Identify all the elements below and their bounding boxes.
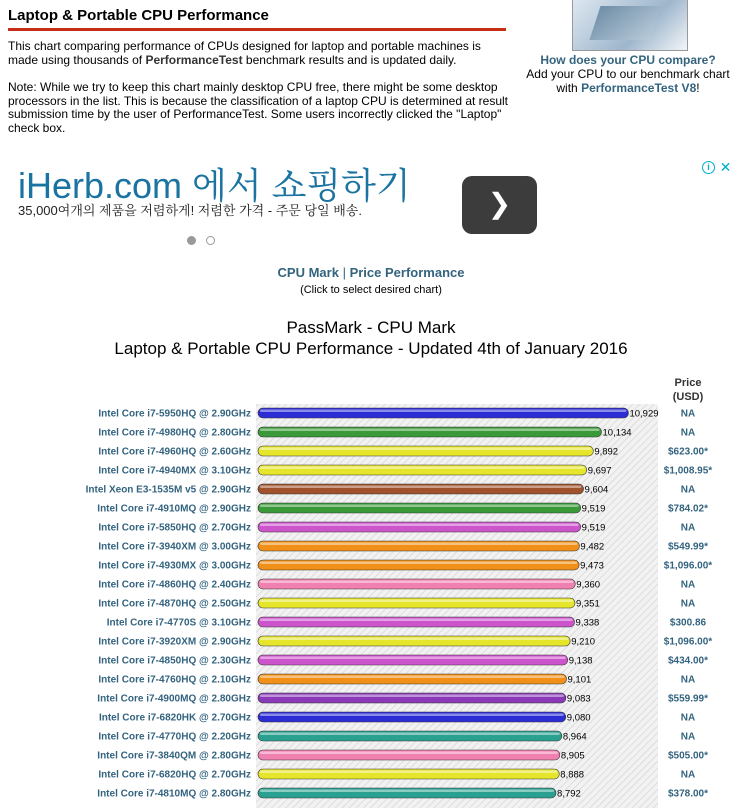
carousel-dot-active[interactable] — [187, 236, 196, 245]
info-icon[interactable]: i — [702, 161, 715, 174]
price-label[interactable]: $1,008.95* — [663, 465, 713, 477]
cpu-label[interactable]: Intel Core i7-3940XM @ 3.00GHz — [98, 541, 251, 553]
price-label[interactable]: $784.02* — [667, 503, 709, 515]
price-label[interactable]: NA — [680, 731, 696, 743]
price-label[interactable]: NA — [680, 484, 696, 496]
cpu-label[interactable]: Intel Core i7-5850HQ @ 2.70GHz — [98, 522, 251, 534]
cpu-bar-chart — [0, 400, 736, 808]
cpu-label[interactable]: Intel Core i7-4850HQ @ 2.30GHz — [98, 655, 251, 667]
ad-choices[interactable] — [700, 160, 736, 175]
cpu-score-label: 9,519 — [581, 503, 606, 515]
cpu-bar-highlight — [260, 771, 557, 774]
cpu-label[interactable]: Intel Xeon E3-1535M v5 @ 2.90GHz — [85, 484, 251, 496]
cpu-bar-highlight — [260, 695, 564, 698]
cpu-score-label: 8,792 — [557, 788, 581, 800]
compare-line3-end: ! — [696, 81, 700, 95]
cpu-score-label: 9,080 — [566, 712, 591, 724]
cpu-bar-highlight — [260, 676, 565, 679]
cpu-bar-highlight — [260, 790, 554, 793]
ad-subtext[interactable]: 35,000여개의 제품을 저렴하게! 저렴한 가격 - 주문 당일 배송. — [18, 203, 362, 218]
cpu-label[interactable]: Intel Core i7-6820HQ @ 2.70GHz — [98, 769, 251, 781]
price-label[interactable]: NA — [680, 712, 696, 724]
cpu-score-label: 9,138 — [568, 655, 593, 667]
cpu-label[interactable]: Intel Core i7-4870HQ @ 2.50GHz — [98, 598, 251, 610]
cpu-score-label: 10,134 — [602, 427, 632, 439]
compare-line2: Add your CPU to our benchmark chart — [526, 67, 730, 81]
cpu-label[interactable]: Intel Core i7-4810MQ @ 2.80GHz — [97, 788, 251, 800]
intro-text-end: benchmark results and is updated daily. — [242, 52, 457, 67]
performancetest-screenshot-image[interactable] — [572, 0, 688, 51]
cpu-score-label: 9,338 — [575, 617, 600, 629]
cpu-bar-highlight — [260, 733, 560, 736]
performancetest-link[interactable]: PerformanceTest — [145, 52, 243, 67]
ad-headline[interactable]: iHerb.com 에서 쇼핑하기 — [18, 165, 411, 206]
chart-nav-hint: (Click to select desired chart) — [300, 284, 442, 296]
cpu-label[interactable]: Intel Core i7-4930MX @ 3.00GHz — [98, 560, 251, 572]
chart-subtitle: Laptop & Portable CPU Performance - Updated 4th of January 2016 — [114, 339, 628, 358]
chevron-right-icon: ❯ — [487, 188, 512, 219]
price-label[interactable]: NA — [680, 579, 696, 591]
cpu-bar-highlight — [260, 467, 585, 470]
cpu-bar-highlight — [260, 657, 566, 660]
price-header-line1: Price — [674, 377, 702, 389]
cpu-score-label: 9,360 — [576, 579, 601, 591]
chart-nav — [0, 265, 736, 280]
nav-separator: | — [342, 265, 346, 280]
cpu-score-label: 9,892 — [594, 446, 619, 458]
compare-link[interactable]: How does your CPU compare? — [540, 53, 716, 67]
cpu-bar-highlight — [260, 600, 573, 603]
ad-next-button[interactable] — [462, 176, 537, 234]
cpu-bar-highlight — [260, 448, 591, 451]
cpu-score-label: 9,083 — [566, 693, 591, 705]
cpu-bar-highlight — [260, 410, 626, 413]
price-label[interactable]: NA — [680, 598, 696, 610]
cpu-score-label: 9,101 — [567, 674, 592, 686]
cpu-bar-highlight — [260, 581, 573, 584]
cpu-label[interactable]: Intel Core i7-4760HQ @ 2.10GHz — [98, 674, 251, 686]
price-label[interactable]: NA — [680, 522, 696, 534]
cpu-label[interactable]: Intel Core i7-4770HQ @ 2.20GHz — [98, 731, 251, 743]
close-icon[interactable]: ✕ — [719, 159, 732, 175]
compare-line3-text: with — [556, 81, 582, 95]
page-title: Laptop & Portable CPU Performance — [8, 7, 506, 31]
cpu-bar-highlight — [260, 524, 579, 527]
price-label[interactable]: $378.00* — [667, 788, 709, 800]
price-label[interactable]: NA — [680, 769, 696, 781]
price-header-line2: (USD) — [672, 391, 704, 403]
price-label[interactable]: $623.00* — [667, 446, 709, 458]
cpu-bar-highlight — [260, 752, 558, 755]
cpu-bar-highlight — [260, 638, 568, 641]
cpu-score-label: 9,210 — [571, 636, 595, 648]
cpu-score-label: 9,604 — [584, 484, 609, 496]
cpu-label[interactable]: Intel Core i7-4770S @ 3.10GHz — [106, 617, 251, 629]
price-label[interactable]: NA — [680, 408, 696, 420]
cpu-label[interactable]: Intel Core i7-4940MX @ 3.10GHz — [98, 465, 251, 477]
cpu-score-label: 8,964 — [562, 731, 587, 743]
cpu-label[interactable]: Intel Core i7-3920XM @ 2.90GHz — [98, 636, 251, 648]
cpu-label[interactable]: Intel Core i7-4910MQ @ 2.90GHz — [97, 503, 251, 515]
cpu-bar-highlight — [260, 562, 577, 565]
cpu-score-label: 9,697 — [587, 465, 612, 477]
cpu-bar-highlight — [260, 543, 577, 546]
cpu-label[interactable]: Intel Core i7-4900MQ @ 2.80GHz — [97, 693, 251, 705]
cpu-bar-highlight — [260, 505, 579, 508]
cpu-label[interactable]: Intel Core i7-3840QM @ 2.80GHz — [97, 750, 251, 762]
price-label[interactable]: NA — [680, 674, 696, 686]
cpu-bar-highlight — [260, 429, 600, 432]
price-label[interactable]: $300.86 — [669, 617, 707, 629]
price-label[interactable]: NA — [680, 427, 696, 439]
cpu-label[interactable]: Intel Core i7-4960HQ @ 2.60GHz — [98, 446, 251, 458]
price-performance-link[interactable]: Price Performance — [349, 265, 465, 280]
note-paragraph: Note: While we try to keep this chart mainly desktop CPU free, there might be some desktop processors in the list. This is because the classification of a laptop CPU is determined at result submission time by the user of PerformanceTest. Some users incorrectly clicked the "Laptop" check box. — [8, 80, 509, 135]
carousel-dot[interactable] — [206, 236, 215, 245]
cpu-score-label: 8,888 — [560, 769, 585, 781]
cpu-score-label: 10,929 — [629, 408, 659, 420]
price-label[interactable]: $434.00* — [667, 655, 709, 667]
performancetest-v8-link[interactable]: PerformanceTest V8 — [581, 81, 697, 95]
intro-paragraph — [8, 40, 508, 67]
price-label[interactable]: $1,096.00* — [663, 560, 713, 572]
compare-sidebar — [520, 53, 736, 95]
cpu-bar-highlight — [260, 486, 582, 489]
cpu-label[interactable]: Intel Core i7-4980HQ @ 2.80GHz — [98, 427, 251, 439]
cpu-score-label: 9,351 — [575, 598, 600, 610]
cpu-bar-highlight — [260, 619, 573, 622]
cpu-mark-link[interactable]: CPU Mark — [277, 265, 339, 280]
price-label[interactable]: $559.99* — [667, 693, 709, 705]
cpu-label[interactable]: Intel Core i7-4860HQ @ 2.40GHz — [98, 579, 251, 591]
cpu-score-label: 8,905 — [560, 750, 585, 762]
cpu-label[interactable]: Intel Core i7-5950HQ @ 2.90GHz — [98, 408, 251, 420]
cpu-label[interactable]: Intel Core i7-6820HK @ 2.70GHz — [98, 712, 251, 724]
intro-text: This chart comparing performance of CPUs designed for laptop and portable machines is made using thousands of — [8, 39, 481, 67]
cpu-score-label: 9,473 — [580, 560, 604, 572]
cpu-bar-highlight — [260, 714, 564, 717]
compare-line3 — [520, 81, 736, 95]
price-label[interactable]: $1,096.00* — [663, 636, 713, 648]
cpu-score-label: 9,482 — [580, 541, 605, 553]
price-label[interactable]: $549.99* — [667, 541, 709, 553]
price-label[interactable]: $505.00* — [667, 750, 709, 762]
cpu-score-label: 9,519 — [581, 522, 606, 534]
chart-title: PassMark - CPU Mark — [286, 318, 456, 337]
